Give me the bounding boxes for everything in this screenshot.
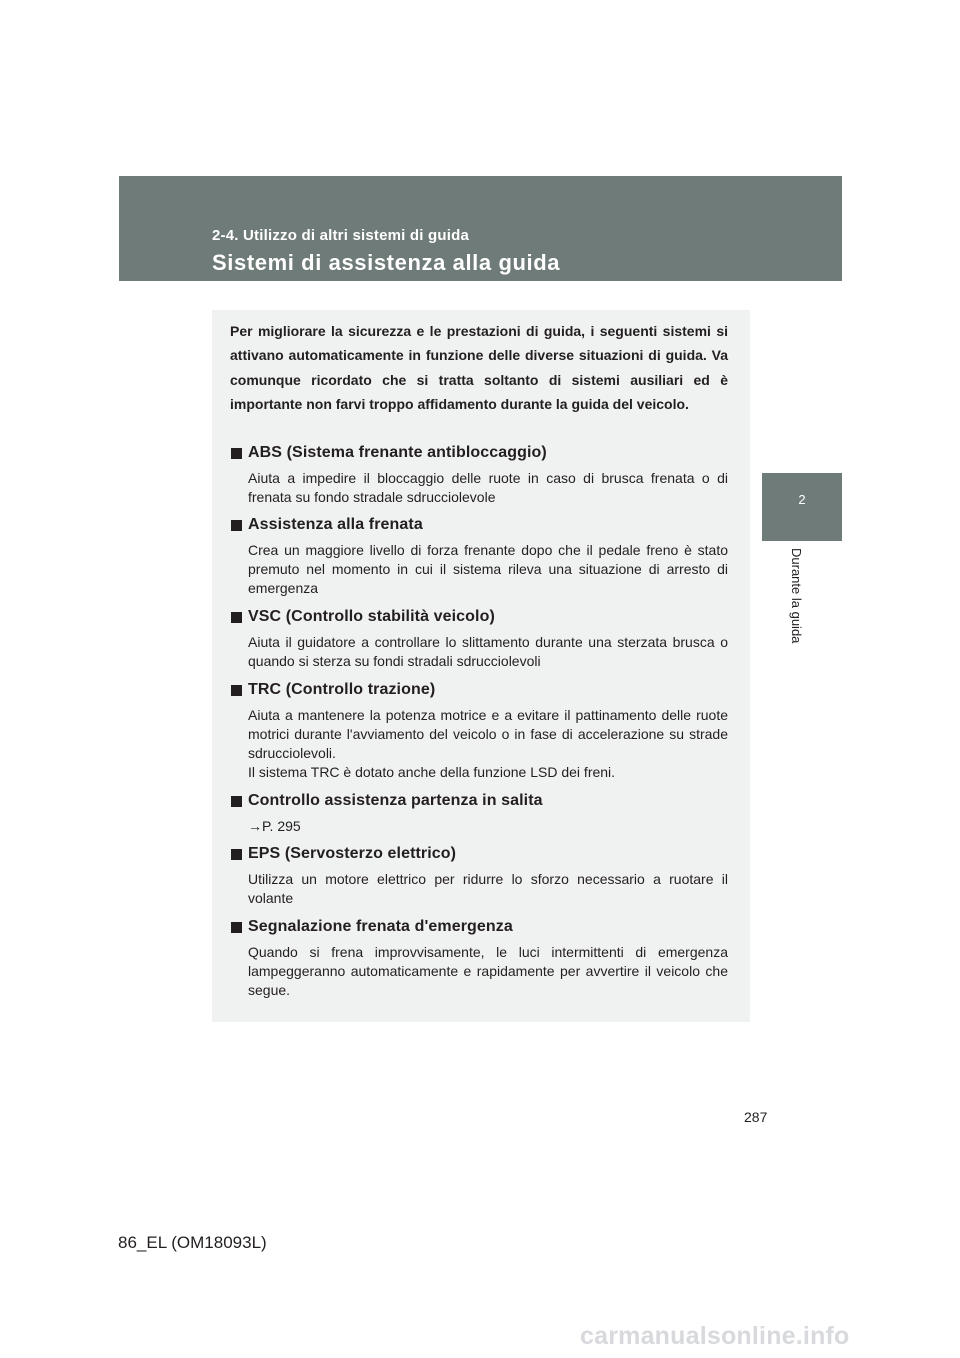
- feature-description: Crea un maggiore livello di forza frenante dopo che il pedale freno è stato premuto nel momento in cui il sistema rileva una situazione di arresto di emergenza: [248, 542, 728, 596]
- feature-description: Aiuta il guidatore a controllare lo slittamento durante una sterzata brusca o quando si sterza su fondi stradali sdrucciolevoli: [248, 634, 728, 669]
- square-bullet-icon: [231, 612, 242, 623]
- feature-item-trc: [231, 680, 728, 782]
- feature-title: [231, 515, 728, 535]
- square-bullet-icon: [231, 849, 242, 860]
- feature-title: [231, 917, 728, 937]
- square-bullet-icon: [231, 520, 242, 531]
- feature-item-abs: [231, 443, 728, 507]
- feature-title: [231, 443, 728, 463]
- feature-item-eps: [231, 844, 728, 908]
- square-bullet-icon: [231, 448, 242, 459]
- feature-item-emergency-brake-signal: [231, 917, 728, 1000]
- page-title: Sistemi di assistenza alla guida: [212, 250, 561, 275]
- feature-item-brake-assist: [231, 515, 728, 598]
- feature-description: Utilizza un motore elettrico per ridurre lo sforzo necessario a ruotare il volante: [248, 871, 728, 906]
- feature-title-text: ABS (Sistema frenante antibloccaggio): [248, 444, 547, 461]
- feature-title-text: EPS (Servosterzo elettrico): [248, 845, 457, 862]
- feature-item-hill-start: [231, 791, 728, 836]
- feature-description-note: Il sistema TRC è dotato anche della funzione LSD dei freni.: [248, 764, 616, 780]
- feature-item-vsc: [231, 607, 728, 671]
- arrow-right-icon: →: [248, 818, 262, 834]
- page-number: 287: [744, 1109, 768, 1125]
- feature-title-text: Controllo assistenza partenza in salita: [248, 792, 543, 809]
- feature-title-text: Assistenza alla frenata: [248, 516, 423, 533]
- feature-description: Aiuta a mantenere la potenza motrice e a evitare il pattinamento delle ruote motrici durante l'avviamento del veicolo o in fase di accelerazione su strade sdrucciolevoli.: [248, 707, 728, 761]
- feature-title-text: VSC (Controllo stabilità veicolo): [248, 608, 495, 625]
- chapter-tab: [762, 473, 842, 541]
- intro-paragraph: Per migliorare la sicurezza e le prestazioni di guida, i seguenti sistemi si attivano automaticamente in funzione delle diverse situazioni di guida. Va comunque ricordato che si tratta soltanto di sistemi ausiliari ed è importante non farvi troppo affidamento durante la guida del veicolo.: [230, 323, 728, 413]
- chapter-number: 2: [798, 492, 806, 507]
- feature-title: [231, 607, 728, 627]
- square-bullet-icon: [231, 796, 242, 807]
- feature-title: [231, 791, 728, 811]
- feature-description: Aiuta a impedire il bloccaggio delle ruote in caso di brusca frenata o di frenata su fondo stradale sdrucciolevole: [248, 470, 728, 505]
- square-bullet-icon: [231, 685, 242, 696]
- watermark: carmanualsonline.info: [580, 1322, 850, 1350]
- section-label: 2-4. Utilizzo di altri sistemi di guida: [212, 227, 470, 244]
- page-reference-link[interactable]: P. 295: [262, 818, 301, 834]
- feature-title-text: Segnalazione frenata d'emergenza: [248, 918, 513, 935]
- feature-title: [231, 844, 728, 864]
- document-code: 86_EL (OM18093L): [118, 1233, 267, 1252]
- feature-description: Quando si frena improvvisamente, le luci intermittenti di emergenza lampeggeranno automaticamente e rapidamente per avvertire il veicolo che segue.: [248, 944, 728, 998]
- chapter-label: Durante la guida: [789, 548, 804, 644]
- square-bullet-icon: [231, 922, 242, 933]
- page-reference: [248, 817, 728, 836]
- feature-title-text: TRC (Controllo trazione): [248, 681, 436, 698]
- feature-title: [231, 680, 728, 700]
